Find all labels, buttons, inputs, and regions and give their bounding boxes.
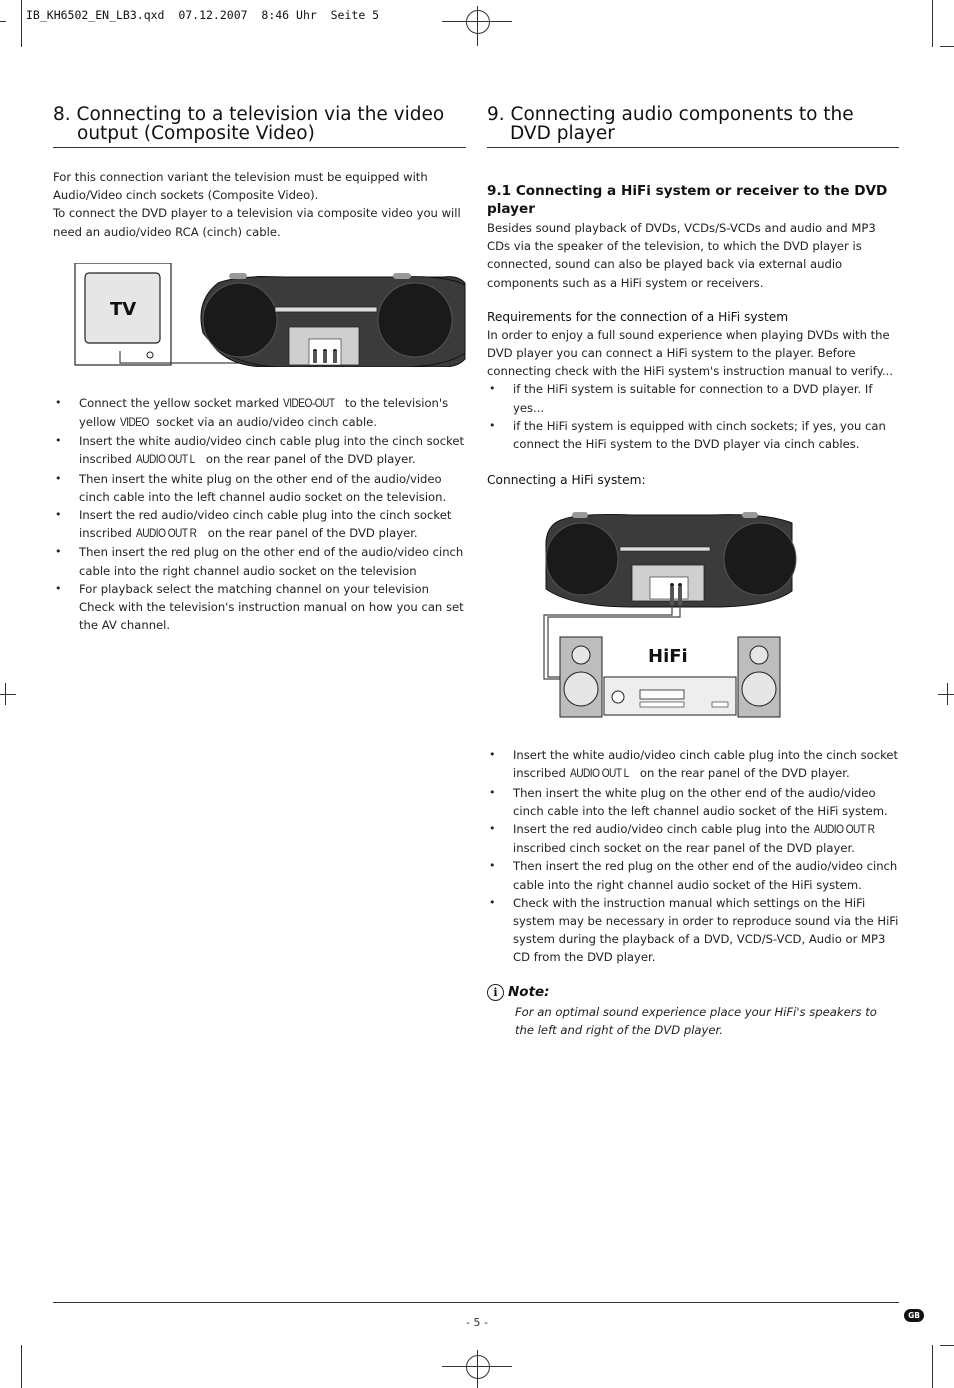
hifi-label: HiFi: [648, 646, 688, 668]
list-item: • Then insert the white plug on the other end of the audio/video cinch cable into the left channel audio socket of the HiFi system.: [487, 784, 899, 820]
list-item: • Then insert the red plug on the other end of the audio/video cinch cable into the right channel audio socket on the television: [53, 543, 466, 579]
note-heading: [487, 984, 899, 1001]
list-item: • Insert the white audio/video cinch cable plug into the cinch socket inscribed AUDIO OUT L on the rear panel of the DVD player.: [487, 746, 899, 783]
connecting-heading: Connecting a HiFi system:: [487, 473, 646, 488]
footer-divider: [53, 1302, 899, 1303]
section-8: [53, 100, 466, 634]
requirements-text: In order to enjoy a full sound experience when playing DVDs with the DVD player you can connect a HiFi system to the player. Before connecting check with the HiFi system's instruction manual to verify...: [487, 327, 894, 379]
list-item: • Connect the yellow socket marked VIDEO-OUT to the television's yellow VIDEO socket via an audio/video cinch cable.: [53, 394, 466, 432]
section-9-steps: [487, 746, 899, 966]
section-9-heading: 9. Connecting audio components to the DVD player: [487, 105, 899, 148]
print-slug: IB_KH6502_EN_LB3.qxd 07.12.2007 8:46 Uhr Seite 5: [26, 8, 380, 22]
section-9-1-text: Besides sound playback of DVDs, VCDs/S-VCDs and audio and MP3 CDs via the speaker of the television, to which the DVD player is connected, sound can also be played back via external audio components such as a HiFi system or receivers.: [487, 221, 876, 290]
list-item: • For playback select the matching channel on your television Check with the television's instruction manual on how you can set the AV channel.: [53, 580, 466, 635]
list-item: • Then insert the red plug on the other end of the audio/video cinch cable into the right channel audio socket of the HiFi system.: [487, 857, 899, 893]
info-icon: i: [487, 984, 504, 1001]
list-item: • Insert the red audio/video cinch cable plug into the cinch socket inscribed AUDIO OUT R on the rear panel of the DVD player.: [53, 506, 466, 543]
requirements-list: [487, 380, 899, 453]
list-item: • Check with the instruction manual which settings on the HiFi system may be necessary in order to reproduce sound via the HiFi system during the playback of a DVD, VCD/S-VCD, Audio or MP3 CD from the DVD player.: [487, 894, 899, 967]
list-item: • if the HiFi system is suitable for connection to a DVD player. If yes...: [487, 380, 899, 416]
list-item: • Insert the red audio/video cinch cable plug into the AUDIO OUT R inscribed cinch socket on the rear panel of the DVD player.: [487, 820, 899, 857]
note-title: Note:: [508, 984, 550, 1001]
section-9-1-heading: 9.1 Connecting a HiFi system or receiver to the DVD player: [487, 183, 888, 217]
language-badge: GB: [904, 1309, 924, 1322]
tv-label: TV: [110, 298, 137, 320]
section-8-intro-2: To connect the DVD player to a television via composite video you will need an audio/video RCA (cinch) cable.: [53, 206, 461, 239]
list-item: • Insert the white audio/video cinch cable plug into the cinch socket inscribed AUDIO OUT L on the rear panel of the DVD player.: [53, 432, 466, 469]
section-8-steps: [53, 394, 466, 635]
section-8-intro-1: For this connection variant the television must be equipped with Audio/Video cinch sockets (Composite Video).: [53, 170, 428, 203]
list-item: • if the HiFi system is equipped with cinch sockets; if yes, you can connect the HiFi system to the DVD player via cinch cables.: [487, 417, 899, 453]
section-9: [487, 100, 899, 1039]
tv-connection-diagram: [53, 263, 466, 367]
note-text: For an optimal sound experience place your HiFi's speakers to the left and right of the DVD player.: [515, 1004, 877, 1037]
hifi-connection-diagram: [542, 511, 797, 719]
page-number: - 5 -: [466, 1316, 488, 1329]
section-8-heading: 8. Connecting to a television via the video output (Composite Video): [53, 105, 466, 148]
requirements-heading: Requirements for the connection of a HiFi system: [487, 309, 789, 324]
list-item: • Then insert the white plug on the other end of the audio/video cinch cable into the left channel audio socket on the television.: [53, 470, 466, 506]
